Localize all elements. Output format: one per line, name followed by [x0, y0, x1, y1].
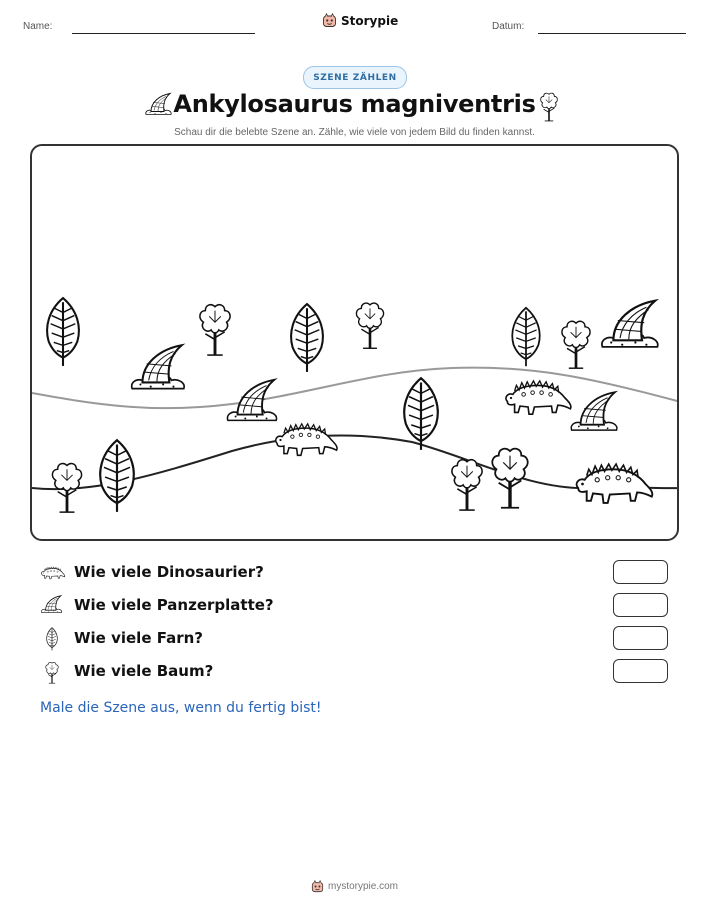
- fern: [100, 440, 134, 512]
- ankylosaurus: [577, 464, 653, 503]
- answer-box-trees[interactable]: [613, 659, 668, 683]
- fern: [512, 308, 539, 366]
- ankylosaurus: [276, 424, 337, 455]
- answer-box-armor-plates[interactable]: [613, 593, 668, 617]
- page-title: Ankylosaurus magniventris: [173, 90, 536, 118]
- tree: [562, 321, 590, 368]
- fern: [404, 378, 438, 450]
- question-row-armor-plates: [40, 593, 672, 619]
- tree: [452, 460, 482, 510]
- storypie-logo-icon: [311, 880, 324, 893]
- question-row-dinosaurs: [40, 560, 672, 586]
- scene-drawing: [32, 146, 679, 541]
- back-hill-line: [32, 368, 679, 409]
- question-text: Wie viele Dinosaurier?: [74, 563, 264, 581]
- tree-icon: [41, 660, 63, 684]
- answer-box-ferns[interactable]: [613, 626, 668, 650]
- name-field[interactable]: [72, 33, 255, 34]
- counting-scene: [30, 144, 679, 541]
- tree: [200, 305, 230, 355]
- tree: [492, 449, 527, 508]
- armor-plate: [227, 380, 276, 421]
- footer: [0, 880, 709, 893]
- brand-name: Storypie: [341, 13, 399, 28]
- question-text: Wie viele Baum?: [74, 662, 214, 680]
- answer-box-dinosaurs[interactable]: [613, 560, 668, 584]
- fern-icon: [41, 627, 63, 651]
- date-label: Datum:: [492, 21, 525, 32]
- ankylosaurus: [506, 381, 571, 414]
- tree-icon: [536, 90, 562, 122]
- armor-plate: [571, 392, 617, 430]
- activity-badge: SZENE ZÄHLEN: [303, 66, 407, 89]
- armor-plate: [132, 345, 184, 388]
- tree: [52, 464, 81, 513]
- date-field[interactable]: [538, 33, 686, 34]
- brand: [322, 13, 398, 28]
- name-label: Name:: [23, 21, 53, 32]
- storypie-logo-icon: [322, 13, 337, 28]
- question-row-ferns: [40, 626, 672, 652]
- question-text: Wie viele Farn?: [74, 629, 203, 647]
- question-row-trees: [40, 659, 672, 685]
- dinosaur-icon: [40, 564, 66, 582]
- fern: [291, 304, 323, 372]
- armor-plate-icon: [40, 594, 64, 616]
- footer-url: mystorypie.com: [327, 881, 398, 892]
- coloring-note: Male die Szene aus, wenn du fertig bist!: [40, 700, 322, 716]
- armor-plate: [602, 301, 658, 347]
- tree: [356, 303, 383, 348]
- fern: [47, 298, 79, 366]
- instructions: Schau dir die belebte Szene an. Zähle, wie viele von jedem Bild du finden kannst.: [174, 127, 535, 138]
- question-text: Wie viele Panzerplatte?: [74, 596, 274, 614]
